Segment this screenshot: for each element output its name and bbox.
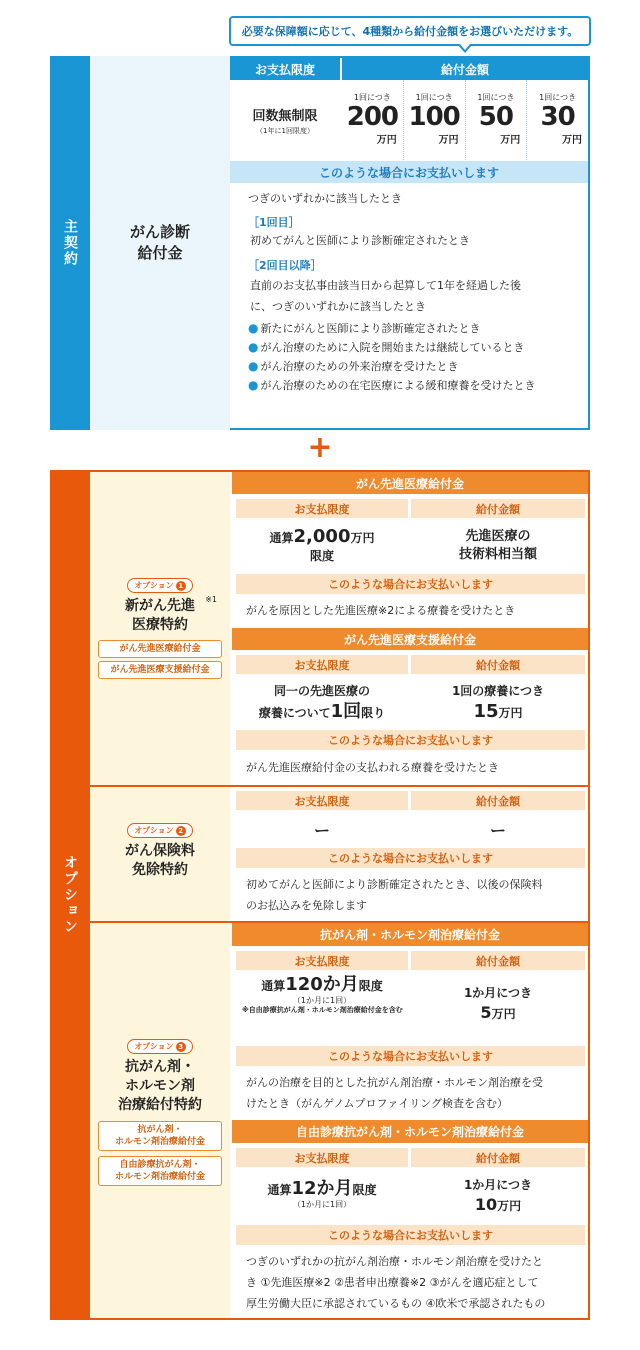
option3-title: 抗がん剤・ ホルモン剤 治療給付特約: [118, 1059, 202, 1113]
option3-sec1-title: 抗がん剤・ホルモン剤治療給付金: [232, 923, 588, 946]
amount-per-label: 1回につき: [353, 93, 391, 102]
amount-unit: 万円: [500, 135, 521, 146]
amount-unit: 万円: [491, 1007, 516, 1021]
bullet-text: がん治療のために入院を開始または継続しているとき: [260, 341, 525, 354]
limit-line-1: 同一の先進医療の: [273, 684, 370, 698]
option3-sec2-limit-header: お支払限度: [236, 1148, 408, 1167]
option-badge-text: オプション: [134, 826, 174, 835]
option3-tag-free-anticancer-benefit: 自由診療抗がん剤・ ホルモン剤治療給付金: [98, 1156, 222, 1186]
option-badge-number: 1: [176, 581, 186, 591]
option3-badge: [127, 1039, 192, 1054]
cases-line-1: がんの治療を目的とした抗がん剤治療・ホルモン剤治療を受: [246, 1076, 543, 1089]
option-badge-text: オプション: [134, 581, 174, 590]
amount-option-200: [342, 80, 404, 160]
option1-sec1-cases-header: このような場合にお支払いします: [236, 574, 585, 594]
first-time-text: 初めてがんと医師により診断確定されたとき: [250, 234, 470, 247]
amount-unit: 万円: [562, 135, 582, 146]
option1-sec2-limit-cell: [236, 677, 408, 727]
limit-line-2a: 療養について: [258, 706, 331, 720]
option1-sec1-limit-value: [269, 525, 375, 547]
amount-option-50: [466, 80, 528, 160]
option2-limit-header: お支払限度: [236, 791, 408, 810]
limit-prefix: 通算: [269, 530, 294, 545]
option3-sec1-amount-cell: [411, 976, 585, 1031]
option1-tag-advanced-benefit: がん先進医療給付金: [98, 640, 222, 658]
option1-sec1-limit-cell: [236, 520, 408, 572]
option2-limit-value: ー: [313, 820, 330, 840]
main-limit-note: （1年に1回限度）: [256, 126, 314, 135]
amount-option-100: [404, 80, 466, 160]
amount-value: 50: [478, 102, 513, 132]
amount-number: 10: [474, 1194, 498, 1214]
option2-cases-header: このような場合にお支払いします: [236, 848, 585, 868]
limit-footnote: ※自由診療抗がん剤・ホルモン剤治療給付金を含む: [242, 1006, 403, 1014]
option3-sec2-cases-header: このような場合にお支払いします: [236, 1225, 585, 1245]
main-cases-body: [248, 188, 578, 393]
main-limit-value: 回数無制限: [252, 108, 318, 124]
amount-line-1: 1か月につき: [463, 986, 533, 1000]
list-item: [248, 359, 578, 374]
amount-line-1: 1か月につき: [463, 1177, 533, 1192]
limit-suffix: 限度: [309, 548, 334, 563]
limit-line-2: [259, 703, 385, 722]
option1-sec1-title: がん先進医療給付金: [232, 472, 588, 494]
limit-number: 2,000: [293, 525, 351, 547]
option3-sec1-amount-header: 給付金額: [411, 951, 585, 970]
list-item: [248, 321, 578, 336]
second-time-text-2: に、つぎのいずれかに該当したとき: [250, 300, 426, 313]
option-badge-number: 3: [176, 1042, 186, 1052]
bullet-text: 新たにがんと医師により診断確定されたとき: [260, 322, 481, 335]
limit-number: 120か月: [285, 974, 359, 995]
option3-sec2-amount-cell: [411, 1170, 585, 1220]
amount-selection-callout: 必要な保障額に応じて、4種類から給付金額をお選びいただけます。: [229, 16, 591, 46]
amount-line-2: [473, 703, 522, 722]
amount-value: 100: [408, 102, 460, 132]
option1-title: 新がん先進 医療特約: [125, 598, 195, 633]
option1-name-cell: [90, 472, 230, 785]
amount-unit: 万円: [376, 135, 397, 146]
option2-amount-header: 給付金額: [411, 791, 585, 810]
main-amount-header: 給付金額: [342, 58, 588, 80]
option3-sec2-limit-value: [267, 1180, 376, 1199]
option2-cases-line-2: のお払込みを免除します: [246, 899, 367, 912]
option2-name-cell: [90, 787, 230, 921]
limit-suffix: 限度: [352, 1183, 377, 1197]
amount-per-label: 1回につき: [415, 93, 453, 102]
main-cases-header: このような場合にお支払いします: [230, 161, 588, 183]
second-time-text-1: 直前のお支払事由該当日から起算して1年を経過した後: [250, 279, 521, 292]
limit-unit: 万円: [350, 530, 375, 545]
amount-option-30: [527, 80, 588, 160]
main-amount-options: [342, 80, 588, 160]
amount-per-label: 1回につき: [477, 93, 515, 102]
option1-sec1-amount-header: 給付金額: [411, 499, 585, 518]
cases-line-2: き ①先進医療※2 ②患者申出療養※2 ③がんを適応症として: [246, 1276, 539, 1289]
main-contract-label: [50, 56, 90, 430]
bullet-text: がん治療のための外来治療を受けたとき: [260, 360, 459, 373]
option3-tag-anticancer-benefit: 抗がん剤・ ホルモン剤治療給付金: [98, 1121, 222, 1151]
amount-number: 15: [473, 701, 499, 722]
option3-sec2-title: 自由診療抗がん剤・ホルモン剤治療給付金: [232, 1120, 588, 1143]
option3-name-cell: [90, 923, 230, 1318]
option2-cases-line-1: 初めてがんと医師により診断確定されたとき、以後の保険料: [246, 878, 543, 891]
limit-count: 1回: [330, 701, 362, 722]
option3-sec1-limit-value: [261, 976, 383, 995]
limit-line-2c: 限り: [361, 706, 386, 720]
option1-name-block: [90, 578, 230, 679]
second-time-label: ［2回目以降］: [248, 259, 322, 272]
cases-line-2: けたとき（がんゲノムプロファイリング検査を含む）: [246, 1097, 509, 1110]
limit-note: （1か月に1回）: [292, 996, 352, 1005]
limit-prefix: 通算: [267, 1183, 292, 1197]
option3-sec2-limit-cell: [236, 1170, 408, 1220]
header-divider: [340, 58, 342, 80]
plus-icon: +: [307, 430, 333, 465]
option1-badge: [127, 578, 192, 593]
amount-line-2: 技術料相当額: [458, 547, 537, 562]
main-limit-header: お支払限度: [230, 58, 340, 80]
bullet-icon: ●: [248, 359, 259, 373]
amount-line-1: 先進医療の: [465, 529, 531, 544]
list-item: [248, 340, 578, 355]
amount-unit: 万円: [438, 135, 459, 146]
option3-sec1-limit-header: お支払限度: [236, 951, 408, 970]
option1-sec2-cases-header: このような場合にお支払いします: [236, 730, 585, 750]
limit-suffix: 限度: [358, 979, 383, 993]
option2-amount-value: ー: [489, 820, 506, 840]
amount-unit: 万円: [498, 706, 523, 720]
amount-value: 30: [540, 102, 575, 132]
first-time-label: ［1回目］: [248, 216, 300, 229]
option1-sec2-limit-header: お支払限度: [236, 655, 408, 674]
option3-sec1-limit-cell: [236, 976, 408, 1041]
option1-sec2-amount-cell: [411, 677, 585, 727]
option-badge-text: オプション: [134, 1042, 174, 1051]
main-benefit-name: がん診断 給付金: [90, 56, 230, 430]
main-bullet-list: [248, 321, 578, 393]
amount-number: 5: [480, 1003, 492, 1022]
limit-note: （1か月に1回）: [292, 1200, 352, 1209]
footnote-mark: ※1: [205, 595, 217, 604]
amount-per-label: 1回につき: [539, 93, 577, 102]
bullet-icon: ●: [248, 378, 259, 392]
option-label-text: オプション: [62, 855, 78, 935]
option3-sec1-cases-body: [246, 1072, 581, 1114]
cases-line-3: 厚生労働大臣に承認されているもの ④欧米で承認されたもの: [246, 1297, 546, 1310]
cases-line-1: つぎのいずれかの抗がん剤治療・ホルモン剤治療を受けたと: [246, 1255, 543, 1268]
option-badge-number: 2: [176, 826, 186, 836]
amount-line-1: 1回の療養につき: [451, 684, 545, 698]
limit-number: 12か月: [291, 1178, 353, 1199]
main-cases-intro: つぎのいずれかに該当したとき: [248, 192, 402, 205]
main-contract-label-text: 主契約: [62, 219, 78, 267]
option3-name-block: [90, 1039, 230, 1186]
option1-sec2-title: がん先進医療支援給付金: [232, 628, 588, 650]
list-item: [248, 378, 578, 393]
main-limit-cell: [230, 80, 340, 160]
option1-sec1-cases-text: がんを原因とした先進医療※2による療養を受けたとき: [246, 604, 516, 617]
amount-line-2: [475, 1196, 521, 1215]
option1-sec2-amount-header: 給付金額: [411, 655, 585, 674]
callout-pointer-inner: [460, 44, 470, 50]
option2-name-block: [90, 823, 230, 880]
option2-badge: [127, 823, 192, 838]
option1-sec1-amount-cell: [411, 520, 585, 572]
option1-title-wrap: [125, 595, 217, 635]
option1-tag-advanced-support-benefit: がん先進医療支援給付金: [98, 661, 222, 679]
limit-prefix: 通算: [261, 979, 286, 993]
amount-unit: 万円: [497, 1198, 522, 1213]
option3-sec2-cases-body: [246, 1251, 581, 1314]
option2-title: がん保険料 免除特約: [125, 843, 195, 878]
bullet-icon: ●: [248, 340, 259, 354]
option1-sec2-cases-text: がん先進医療給付金の支払われる療養を受けたとき: [246, 761, 499, 774]
option2-cases-body: [246, 874, 581, 916]
amount-value: 200: [346, 102, 399, 132]
option3-sec1-cases-header: このような場合にお支払いします: [236, 1046, 585, 1066]
amount-line-2: [480, 1004, 515, 1023]
option-label: [50, 470, 90, 1320]
option3-sec2-amount-header: 給付金額: [411, 1148, 585, 1167]
option1-sec1-limit-header: お支払限度: [236, 499, 408, 518]
bullet-text: がん治療のための在宅医療による緩和療養を受けたとき: [260, 379, 536, 392]
bullet-icon: ●: [248, 321, 259, 335]
